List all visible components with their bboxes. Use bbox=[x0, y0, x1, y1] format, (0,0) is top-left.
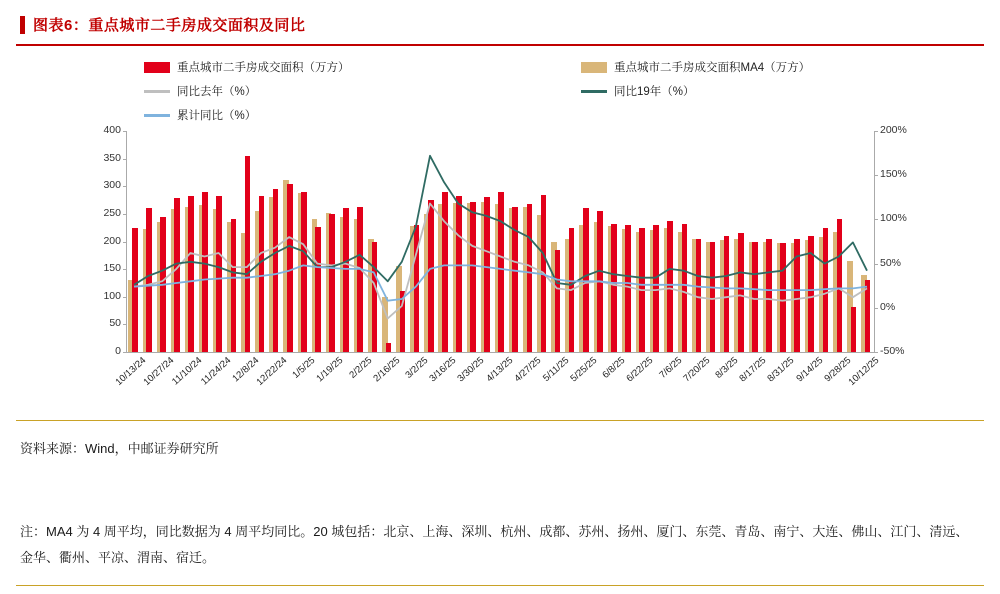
x-axis-tick-label: 6/22/25 bbox=[624, 355, 656, 385]
legend-label: 重点城市二手房成交面积MA4（万方） bbox=[614, 62, 811, 74]
source-text: 资料来源：Wind，中邮证券研究所 bbox=[20, 441, 219, 456]
y2-axis-tick-label: 200% bbox=[880, 124, 907, 136]
y-axis-tickmark bbox=[123, 131, 127, 132]
legend-item-0 bbox=[144, 59, 350, 75]
y2-axis-tick-label: -50% bbox=[880, 345, 905, 357]
y2-axis-tickmark bbox=[874, 352, 878, 353]
legend-swatch-icon bbox=[144, 62, 170, 73]
y-axis-tick-label: 50 bbox=[109, 317, 121, 330]
title-divider bbox=[16, 44, 984, 46]
x-axis-tick-label: 3/2/25 bbox=[403, 355, 431, 381]
x-axis-tick-label: 10/13/24 bbox=[113, 355, 149, 388]
x-axis-tick-label: 5/11/25 bbox=[540, 355, 572, 384]
x-axis-tick-label: 7/20/25 bbox=[681, 355, 713, 385]
x-axis-tick-label: 10/12/25 bbox=[846, 355, 882, 388]
y-axis-tick-label: 350 bbox=[103, 151, 121, 164]
x-axis-tick-label: 10/27/24 bbox=[141, 355, 177, 388]
y2-axis-tickmark bbox=[874, 308, 878, 309]
footer-divider-top bbox=[16, 420, 984, 421]
title-accent-bar bbox=[20, 16, 25, 34]
line-series-2 bbox=[134, 265, 867, 300]
legend-item-3 bbox=[581, 83, 695, 99]
y2-axis-tickmark bbox=[874, 131, 878, 132]
x-axis-tick-label: 8/3/25 bbox=[713, 355, 741, 381]
page-title: 图表6：重点城市二手房成交面积及同比 bbox=[33, 17, 306, 34]
line-series-1 bbox=[134, 156, 867, 285]
x-axis-tick-label: 12/22/24 bbox=[254, 355, 290, 388]
x-axis-tick-label: 1/19/25 bbox=[314, 355, 346, 385]
plot-region bbox=[103, 124, 907, 357]
x-axis-tick-label: 8/17/25 bbox=[737, 355, 769, 385]
legend-line-icon bbox=[581, 90, 607, 93]
y2-axis-tick-label: 150% bbox=[880, 168, 907, 181]
legend-label: 同比去年（%） bbox=[177, 86, 257, 98]
chart-area bbox=[16, 123, 984, 413]
y-axis-tickmark bbox=[123, 214, 127, 215]
x-axis-tick-label: 1/5/25 bbox=[290, 355, 318, 381]
legend-line-icon bbox=[144, 90, 170, 93]
x-axis-tick-label: 8/31/25 bbox=[765, 355, 797, 385]
legend-item-1 bbox=[581, 59, 810, 75]
x-axis-tick-label: 12/8/24 bbox=[230, 355, 262, 385]
y-axis-tick-label: 100 bbox=[103, 289, 121, 302]
x-axis-tick-label: 4/27/25 bbox=[512, 355, 544, 385]
y-axis-tick-label: 0 bbox=[115, 345, 121, 357]
footer-divider-bottom bbox=[16, 585, 984, 586]
legend-item-4 bbox=[144, 107, 256, 123]
y2-axis-tickmark bbox=[874, 175, 878, 176]
y-axis-tickmark bbox=[123, 242, 127, 243]
x-axis-tick-label: 5/25/25 bbox=[568, 355, 600, 385]
x-axis-tick-label: 11/10/24 bbox=[170, 355, 205, 388]
line-series-group bbox=[127, 131, 874, 352]
y2-axis-tickmark bbox=[874, 264, 878, 265]
legend-label: 同比19年（%） bbox=[614, 86, 695, 98]
x-axis-tick-label: 6/8/25 bbox=[600, 355, 628, 381]
x-axis-tick-label: 2/2/25 bbox=[346, 355, 374, 381]
y2-axis-tick-label: 0% bbox=[880, 300, 896, 313]
x-axis-tick-label: 2/16/25 bbox=[371, 355, 403, 385]
y-axis-tick-label: 250 bbox=[103, 206, 121, 219]
chart-title-row bbox=[16, 0, 984, 43]
y-axis-tickmark bbox=[123, 297, 127, 298]
legend-label: 重点城市二手房成交面积（万方） bbox=[177, 62, 350, 74]
y-axis-tickmark bbox=[123, 159, 127, 160]
x-axis-tick-label: 3/16/25 bbox=[427, 355, 459, 385]
legend-swatch-icon bbox=[581, 62, 607, 73]
y-axis-tick-label: 400 bbox=[103, 124, 121, 136]
x-axis-tick-label: 11/24/24 bbox=[198, 355, 233, 388]
y-axis-tickmark bbox=[123, 269, 127, 270]
y-axis-tickmark bbox=[123, 324, 127, 325]
x-axis-tick-label: 9/14/25 bbox=[794, 355, 825, 385]
y-axis-tick-label: 150 bbox=[103, 262, 121, 275]
chart-legend bbox=[16, 59, 984, 121]
y2-axis-tick-label: 100% bbox=[880, 212, 907, 225]
note-text: 注：MA4 为 4 周平均，同比数据为 4 周平均同比。20 城包括：北京、上海、深圳、杭州、成都、苏州、扬州、厦门、东莞、青岛、南宁、大连、佛山、江门、清远、金华、衢州、平凉、渭南、宿迁。 bbox=[20, 523, 969, 566]
right-axis-line bbox=[874, 131, 875, 352]
y-axis-tick-label: 300 bbox=[103, 179, 121, 192]
y2-axis-tickmark bbox=[874, 219, 878, 220]
y-axis-tickmark bbox=[123, 352, 127, 353]
x-axis-tick-label: 3/30/25 bbox=[455, 355, 487, 385]
legend-item-2 bbox=[144, 83, 256, 99]
x-axis-tick-label: 7/6/25 bbox=[656, 355, 684, 381]
y-axis-tickmark bbox=[123, 186, 127, 187]
x-axis-tick-label: 4/13/25 bbox=[483, 355, 515, 385]
legend-label: 累计同比（%） bbox=[177, 110, 257, 122]
legend-line-icon bbox=[144, 114, 170, 117]
x-axis-tick-label: 9/28/25 bbox=[822, 355, 854, 385]
y2-axis-tick-label: 50% bbox=[880, 256, 902, 269]
y-axis-tick-label: 200 bbox=[103, 234, 121, 247]
x-axis-labels bbox=[113, 355, 882, 413]
